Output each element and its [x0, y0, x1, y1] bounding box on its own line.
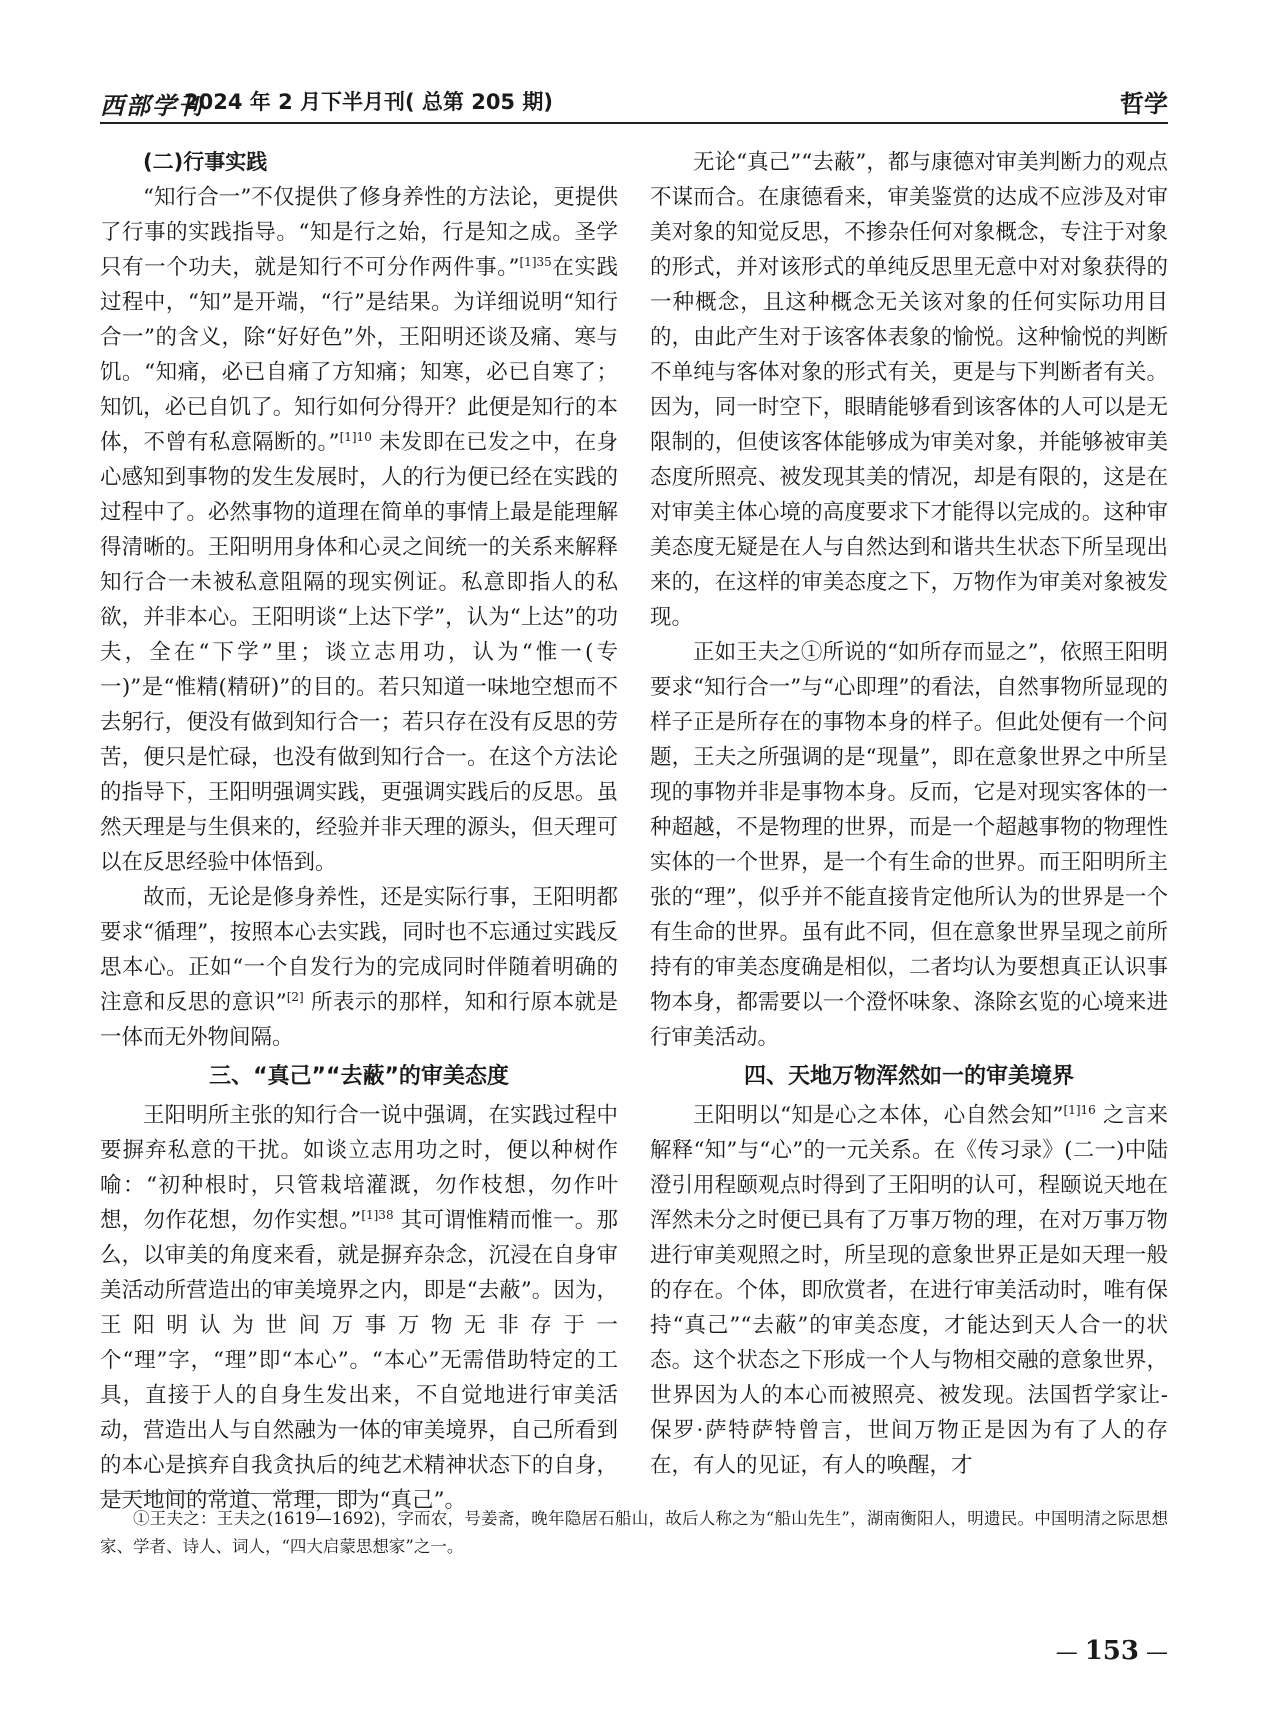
- citation: [1]38: [361, 1207, 394, 1222]
- text-run: 其可谓惟精而惟一。那么，以审美的角度来看，就是摒弃杂念，沉浸在自身审美活动所营造出的审美境界之内，即是“去蔽”。因为，王阳明认为世间万事万物无非存于一个“理”字，“理”即“本心”。“本心”无需借助特定的工具，直接于人的自身生发出来，不自觉地进行审美活动，营造出人与自然融为一体的审美境界，自己所看到的本心是摈弃自我贪执后的纯艺术精神状态下的自身，是天地间的常道、常理，即为“真己”。: [100, 1208, 618, 1513]
- paragraph: [650, 1098, 1168, 1483]
- page-number: — 153 —: [1055, 1636, 1168, 1666]
- section-heading: 四、天地万物浑然如一的审美境界: [743, 1064, 1074, 1089]
- footnote-rule: [100, 1493, 365, 1494]
- footnote: ①王夫之：王夫之(1619—1692)，字而农，号姜斋，晚年隐居石船山，故后人称之为“船山先生”，湖南衡阳人，明遗民。中国明清之际思想家、学者、诗人、词人，“四大启蒙思想家”之一。: [100, 1509, 1168, 1556]
- text-run: 正如王夫之: [693, 640, 801, 665]
- left-column: [100, 145, 618, 1518]
- text-run: 之言来解释“知”与“心”的一元关系。在《传习录》(二一)中陆澄引用程颐观点时得到了王阳明的认可，程颐说天地在浑然未分之时便已具有了万事万物的理，在对万事万物进行审美观照之时，所呈现的意象世界正是如天理一般的存在。个体，即欣赏者，在进行审美活动时，唯有保持“真己”“去蔽”的审美态度，才能达到天人合一的状态。这个状态之下形成一个人与物相交融的意象世界，世界因为人的本心而被照亮、被发现。法国哲学家让-保罗·萨特萨特曾言，世间万物正是因为有了人的存在，有人的见证，有人的唤醒，才: [650, 1103, 1168, 1478]
- paragraph: [100, 1098, 618, 1518]
- text-run: 在实践过程中，“知”是开端，“行”是结果。为详细说明“知行合一”的含义，除“好好色”外，王阳明还谈及痛、寒与饥。“知痛，必已自痛了方知痛；知寒，必已自寒了；知饥，必已自饥了。知行如何分得开？此便是知行的本体，不曾有私意隔断的。”: [100, 255, 618, 455]
- paragraph: 无论“真己”“去蔽”，都与康德对审美判断力的观点不谋而合。在康德看来，审美鉴赏的达成不应涉及对审美对象的知觉反思，不掺杂任何对象概念，专注于对象的形式，并对该形式的单纯反思里无意中对对象获得的一种概念，且这种概念无关该对象的任何实际功用目的，由此产生对于该客体表象的愉悦。这种愉悦的判断不单纯与客体对象的形式有关，更是与下判断者有关。因为，同一时空下，眼睛能够看到该客体的人可以是无限制的，但使该客体能够成为审美对象，并能够被审美态度所照亮、被发现其美的情况，却是有限的，这是在对审美主体心境的高度要求下才能得以完成的。这种审美态度无疑是在人与自然达到和谐共生状态下所呈现出来的，在这样的审美态度之下，万物作为审美对象被发现。: [650, 150, 1168, 630]
- running-header: [100, 78, 1168, 118]
- citation: [1]35: [519, 254, 552, 269]
- citation: [2]: [286, 989, 304, 1004]
- text-run: 未发即在已发之中，在身心感知到事物的发生发展时，人的行为便已经在实践的过程中了。必然事物的道理在简单的事情上最是能理解得清晰的。王阳明用身体和心灵之间统一的关系来解释知行合一未被私意阻隔的现实例证。私意即指人的私欲，并非本心。王阳明谈“上达下学”，认为“上达”的功夫，全在“下学”里；谈立志用功，认为“惟一(专一)”是“惟精(精研)”的目的。若只知道一味地空想而不去躬行，便没有做到知行合一；若只存在没有反思的劳苦，便只是忙碌，也没有做到知行合一。在这个方法论的指导下，王阳明强调实践，更强调实践后的反思。虽然天理是与生俱来的，经验并非天理的源头，但天理可以在反思经验中体悟到。: [100, 430, 618, 875]
- footnote-marker: ①: [800, 640, 823, 665]
- citation: [1]16: [1063, 1102, 1096, 1117]
- text-run: 所表示的那样，知和行原本就是一体而无外物间隔。: [100, 990, 618, 1050]
- paragraph: [100, 880, 618, 1055]
- issue-info: 2024 年 2 月下半月刊( 总第 205 期): [184, 90, 553, 114]
- page-number-value: 153: [1084, 1636, 1139, 1666]
- citation: [1]10: [339, 429, 372, 444]
- header-rule: [100, 122, 1168, 124]
- paragraph: [650, 635, 1168, 1055]
- text-run: 故而，无论是修身养性，还是实际行事，王阳明都要求“循理”，按照本心去实践，同时也不忘通过实践反思本心。正如“一个自发行为的完成同时伴随着明确的注意和反思的意识”: [100, 885, 618, 1015]
- text-run: “知行合一”不仅提供了修身养性的方法论，更提供了行事的实践指导。“知是行之始，行是知之成。圣学只有一个功夫，就是知行不可分作两件事。”: [100, 185, 618, 280]
- right-column: [650, 145, 1168, 1483]
- section-heading: 三、“真己”“去蔽”的审美态度: [209, 1064, 509, 1089]
- subsection-heading: (二)行事实践: [143, 150, 268, 174]
- section-label: 哲学: [1120, 90, 1168, 118]
- journal-title: 西部学刊: [100, 91, 204, 120]
- paragraph: [100, 180, 618, 880]
- text-run: 王阳明以“知是心之本体，心自然会知”: [693, 1103, 1064, 1128]
- text-run: 王阳明所主张的知行合一说中强调，在实践过程中要摒弃私意的干扰。如谈立志用功之时，便以种树作喻：“初种根时，只管栽培灌溉，勿作枝想，勿作叶想，勿作花想，勿作实想。”: [100, 1103, 618, 1233]
- text-run: 所说的“如所存而显之”，依照王阳明要求“知行合一”与“心即理”的看法，自然事物所显现的样子正是所存在的事物本身的样子。但此处便有一个问题，王夫之所强调的是“现量”，即在意象世界之中所呈现的事物并非是事物本身。反而，它是对现实客体的一种超越，不是物理的世界，而是一个超越事物的物理性实体的一个世界，是一个有生命的世界。而王阳明所主张的“理”，似乎并不能直接肯定他所认为的世界是一个有生命的世界。虽有此不同，但在意象世界呈现之前所持有的审美态度确是相似，二者均认为要想真正认识事物本身，都需要以一个澄怀味象、涤除玄览的心境来进行审美活动。: [650, 640, 1168, 1050]
